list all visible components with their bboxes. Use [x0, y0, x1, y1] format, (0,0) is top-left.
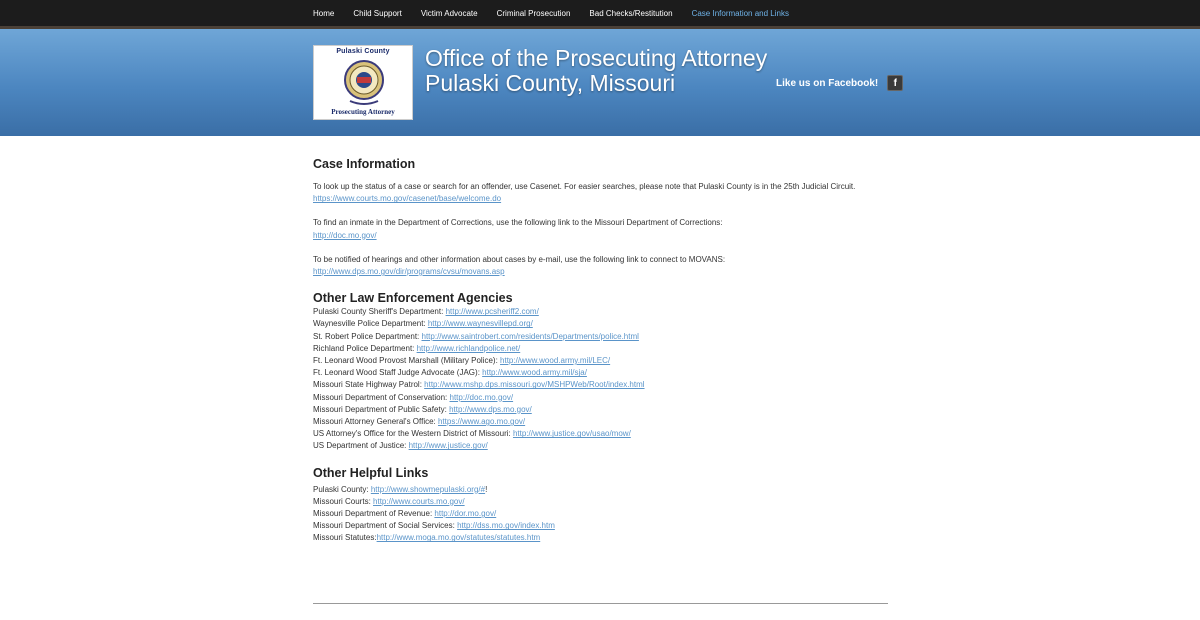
- case-info-paragraph-3: [313, 254, 888, 278]
- list-item-link[interactable]: http://www.pcsheriff2.com/: [445, 307, 539, 317]
- list-item-link[interactable]: http://www.saintrobert.com/residents/Departments/police.html: [421, 331, 639, 341]
- list-item: [313, 440, 888, 452]
- list-item-link[interactable]: http://www.waynesvillepd.org/: [427, 319, 533, 329]
- list-item-label: Pulaski County Sheriff's Department:: [313, 307, 446, 317]
- law-enforcement-list: [313, 306, 888, 452]
- list-item-link[interactable]: http://www.courts.mo.gov/: [373, 496, 465, 506]
- list-item: [313, 331, 888, 343]
- nav-child-support[interactable]: Child Support: [353, 8, 402, 18]
- case-info-text-3: To be notified of hearings and other information about cases by e-mail, use the following link to connect to MOVANS:: [313, 254, 726, 264]
- list-item-link[interactable]: http://dss.mo.gov/index.htm: [457, 521, 555, 531]
- list-item-label: Missouri Attorney General's Office:: [313, 417, 438, 427]
- helpful-links-list: [313, 484, 888, 545]
- nav-victim-advocate[interactable]: Victim Advocate: [420, 8, 478, 18]
- list-item-label: Missouri Department of Social Services:: [313, 521, 458, 531]
- list-item-link[interactable]: http://doc.mo.gov/: [449, 392, 514, 402]
- case-info-text-1: To look up the status of a case or search for an offender, use Casenet. For easier searches, please note that Pulaski County is in the 25th Judicial Circuit.: [313, 182, 856, 191]
- case-info-heading: Case Information: [313, 157, 416, 171]
- logo-bottom-text: Prosecuting Attorney: [331, 108, 395, 116]
- site-title-line1: Office of the Prosecuting Attorney: [425, 45, 768, 71]
- footer-divider: [313, 603, 888, 604]
- helpful-links-heading: Other Helpful Links: [313, 465, 429, 480]
- county-logo[interactable]: [313, 45, 413, 120]
- list-item-label: Missouri State Highway Patrol:: [313, 380, 425, 390]
- nav-criminal-prosecution[interactable]: Criminal Prosecution: [496, 8, 571, 18]
- case-info-paragraph-1: [313, 181, 888, 205]
- site-title: [425, 46, 767, 96]
- list-item-label: Pulaski County:: [313, 484, 371, 494]
- list-item-label: St. Robert Police Department:: [313, 331, 422, 341]
- list-item-label: Richland Police Department:: [313, 343, 417, 353]
- list-item-label: Missouri Department of Public Safety:: [313, 404, 450, 414]
- list-item-link[interactable]: http://www.dps.mo.gov/: [449, 404, 532, 414]
- list-item-link[interactable]: http://www.wood.army.mil/sja/: [482, 368, 587, 378]
- list-item-label: US Department of Justice:: [313, 441, 409, 451]
- movans-link[interactable]: http://www.dps.mo.gov/dir/programs/cvsu/movans.asp: [313, 267, 505, 277]
- list-item-link[interactable]: http://www.mshp.dps.missouri.gov/MSHPWeb/Root/index.html: [424, 380, 645, 390]
- list-item: [313, 416, 888, 428]
- list-item-link[interactable]: http://dor.mo.gov/: [434, 509, 497, 519]
- list-item-link[interactable]: http://www.richlandpolice.net/: [416, 343, 521, 353]
- state-seal-icon: [344, 57, 384, 107]
- facebook-promo: [776, 75, 903, 91]
- list-item: [313, 508, 888, 520]
- list-item-link[interactable]: http://www.showmepulaski.org/#: [370, 484, 486, 494]
- law-enforcement-heading: Other Law Enforcement Agencies: [313, 291, 513, 306]
- list-item: [313, 428, 888, 440]
- list-item: [313, 520, 888, 532]
- list-item: [313, 532, 888, 544]
- main-content: [313, 157, 888, 545]
- list-item: [313, 318, 888, 330]
- list-item-label: Missouri Statutes:: [313, 533, 377, 543]
- nav-home[interactable]: Home: [313, 8, 335, 18]
- logo-top-text: Pulaski County: [336, 48, 390, 55]
- doc-link[interactable]: http://doc.mo.gov/: [313, 230, 377, 240]
- list-item-link[interactable]: http://www.justice.gov/usao/mow/: [512, 429, 631, 439]
- list-item-link[interactable]: https://www.ago.mo.gov/: [437, 417, 526, 427]
- list-item-link[interactable]: http://www.wood.army.mil/LEC/: [500, 356, 611, 366]
- list-item: [313, 306, 888, 318]
- nav-bad-checks[interactable]: Bad Checks/Restitution: [589, 8, 673, 18]
- casenet-link[interactable]: https://www.courts.mo.gov/casenet/base/welcome.do: [313, 194, 502, 204]
- list-item-label: Waynesville Police Department:: [313, 319, 428, 329]
- nav-case-information[interactable]: Case Information and Links: [691, 8, 789, 18]
- site-title-line2: Pulaski County, Missouri: [425, 70, 676, 96]
- list-item-label: Ft. Leonard Wood Provost Marshall (Military Police):: [313, 356, 501, 366]
- header-banner: [0, 29, 1200, 136]
- list-item-link[interactable]: http://www.justice.gov/: [408, 441, 488, 451]
- list-item-label: US Attorney's Office for the Western District of Missouri:: [313, 429, 513, 439]
- list-item-label: Ft. Leonard Wood Staff Judge Advocate (JAG):: [313, 368, 483, 378]
- list-item-link[interactable]: http://www.moga.mo.gov/statutes/statutes.htm: [376, 533, 541, 543]
- list-item: [313, 392, 888, 404]
- list-item: [313, 343, 888, 355]
- list-item-label: Missouri Department of Conservation:: [313, 392, 450, 402]
- case-info-text-2: To find an inmate in the Department of Corrections, use the following link to the Missouri Department of Corrections:: [313, 218, 723, 228]
- list-item-label: Missouri Department of Revenue:: [313, 509, 435, 519]
- facebook-icon[interactable]: f: [887, 75, 903, 91]
- list-item: [313, 484, 888, 496]
- facebook-text: Like us on Facebook!: [776, 77, 879, 89]
- list-item: [313, 404, 888, 416]
- case-info-paragraph-2: [313, 217, 888, 241]
- list-item: [313, 355, 888, 367]
- list-item: [313, 379, 888, 391]
- list-item: [313, 367, 888, 379]
- list-item: [313, 496, 888, 508]
- list-item-suffix: !: [485, 484, 488, 494]
- list-item-label: Missouri Courts:: [313, 496, 374, 506]
- top-navigation: [0, 0, 1200, 29]
